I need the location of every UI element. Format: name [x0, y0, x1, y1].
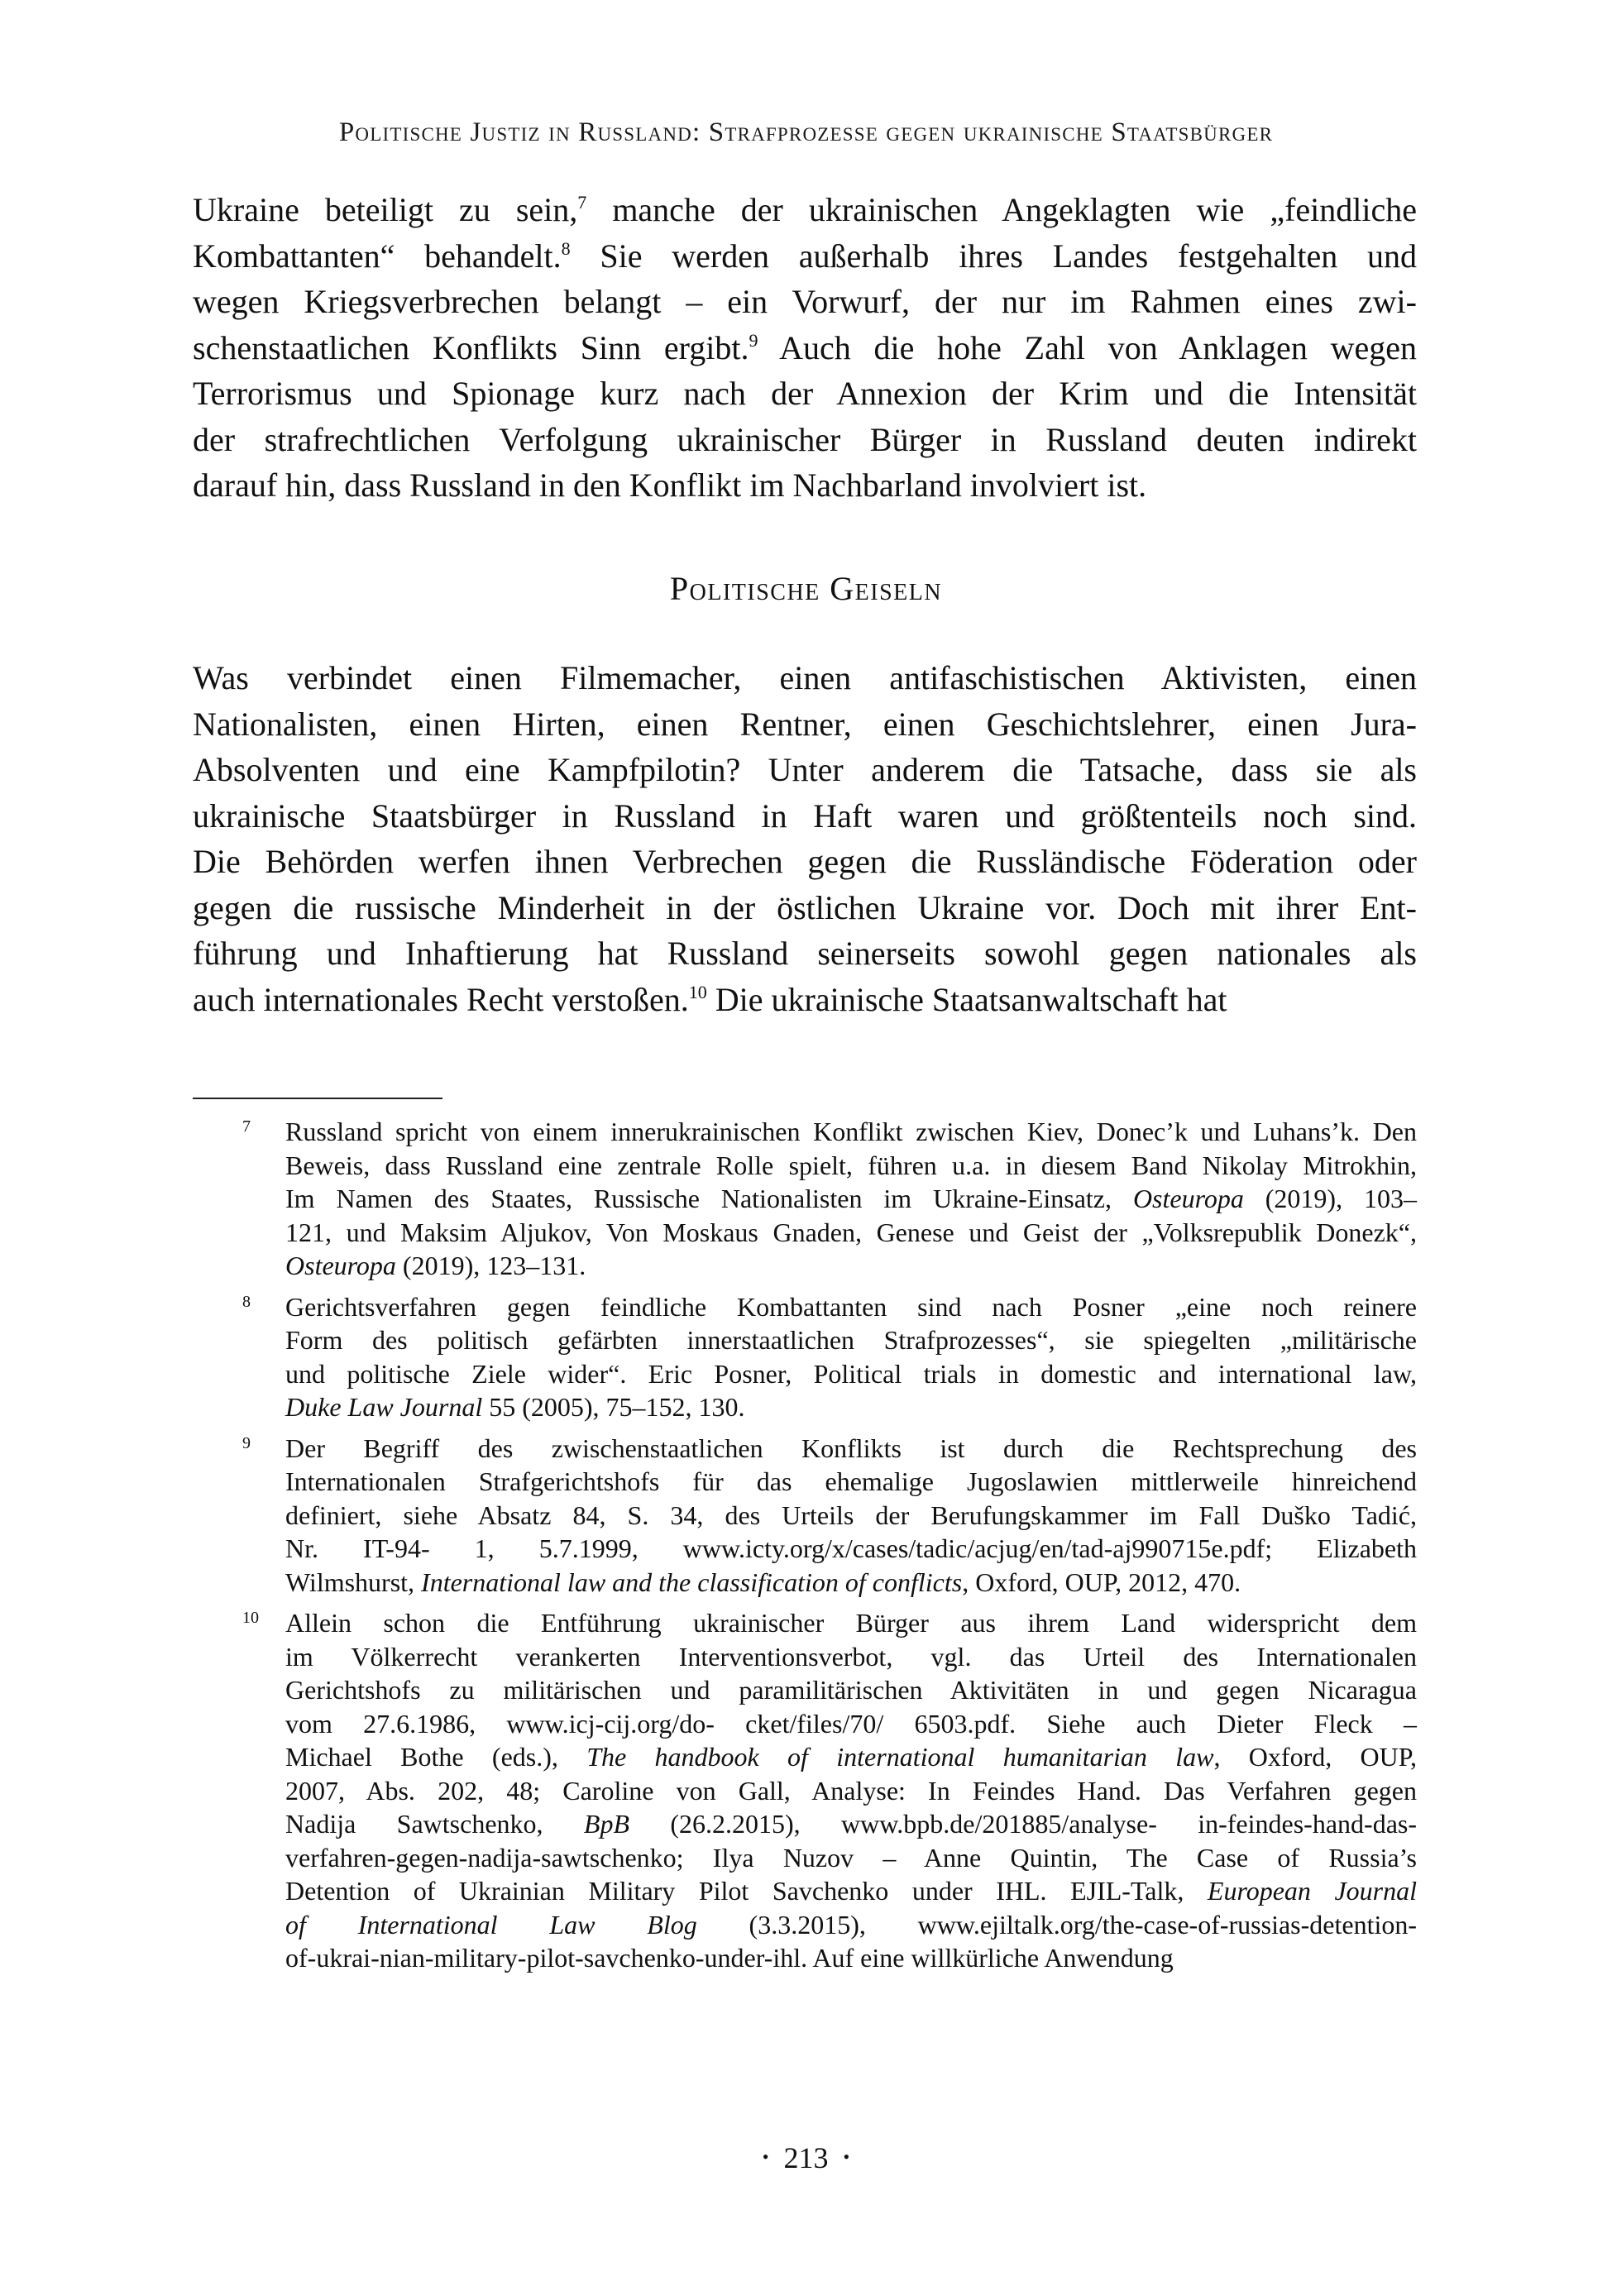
text-run: Wilmshurst, — [285, 1567, 422, 1597]
section-heading: Politische Geiseln — [669, 570, 943, 607]
footnote-line — [285, 1323, 1417, 1357]
footnotes-section — [193, 1115, 1417, 1983]
italic-title: of International Law Blog — [285, 1909, 697, 1940]
footnote-number: 7 — [242, 1117, 251, 1136]
text-run: Detention of Ukrainian Military Pilot Savchenko under IHL. EJIL-Talk, — [285, 1876, 1208, 1906]
italic-title: Osteuropa — [285, 1251, 396, 1280]
footnote-line — [285, 1216, 1417, 1250]
text-run: Nationalisten, einen Hirten, einen Rentner, einen Geschichtslehrer, einen Jura- — [193, 705, 1417, 743]
text-run: Internationalen Strafgerichtshofs für das ehemalige Jugoslawien mittlerweile hinreichend — [285, 1466, 1417, 1496]
footnote-reference-7[interactable]: 7 — [577, 192, 587, 213]
text-line — [193, 655, 1417, 701]
footnote-line — [285, 1606, 1417, 1640]
italic-title: European Journal — [1207, 1876, 1418, 1906]
footnote-reference-8[interactable]: 8 — [561, 237, 571, 259]
text-run: Ukraine beteiligt zu sein, — [193, 191, 578, 228]
text-run: Allein schon die Entführung ukrainischer Bürger aus ihrem Land widerspricht dem — [285, 1608, 1417, 1638]
text-run: gegen die russische Minderheit in der östlichen Ukraine vor. Doch mit ihrer Ent- — [193, 888, 1417, 926]
running-head: Politische Justiz in Russland: Strafprozesse gegen ukrainische Staatsbürger — [338, 117, 1274, 147]
text-line — [193, 187, 1417, 233]
ornament-dot-right: • — [843, 2146, 850, 2167]
footnote-line — [285, 1740, 1417, 1774]
footnote-line — [285, 1807, 1417, 1841]
text-run: und politische Ziele wider“. Eric Posner, Political trials in domestic and international law, — [285, 1358, 1417, 1389]
text-run: Absolventen und eine Kampfpilotin? Unter anderem die Tatsache, dass sie als — [193, 751, 1417, 788]
footnote-line — [285, 1841, 1417, 1875]
page-number: 213 — [783, 2141, 829, 2174]
text-run: , Oxford, OUP, 2012, 470. — [962, 1567, 1241, 1597]
text-run: Nadija Sawtschenko, — [285, 1809, 584, 1839]
text-line — [193, 279, 1417, 325]
text-line — [193, 371, 1417, 417]
footnote-line — [285, 1249, 1417, 1283]
text-line — [193, 417, 1417, 463]
body-paragraph-2 — [193, 655, 1417, 1022]
footnote-line — [285, 1941, 1417, 1975]
text-run: wegen Kriegsverbrechen belangt – ein Vorwurf, der nur im Rahmen eines zwi- — [193, 283, 1417, 320]
text-run: (3.3.2015), www.ejiltalk.org/the-case-of-russias-detention- — [696, 1909, 1417, 1940]
footnote-reference-10[interactable]: 10 — [688, 981, 707, 1002]
footnote-line — [285, 1673, 1417, 1707]
text-run: der strafrechtlichen Verfolgung ukrainischer Bürger in Russland deuten indirekt — [193, 420, 1417, 458]
footnote-line — [285, 1357, 1417, 1391]
text-run: Russland spricht von einem innerukrainischen Konflikt zwischen Kiev, Donec’k und Luhans’k. Den — [285, 1117, 1417, 1146]
text-run: Was verbindet einen Filmemacher, einen antifaschistischen Aktivisten, einen — [193, 659, 1417, 696]
footnote-line — [285, 1182, 1417, 1216]
text-run: Die Behörden werfen ihnen Verbrechen gegen die Russländische Föderation oder — [193, 843, 1417, 880]
footnote-line — [285, 1432, 1417, 1466]
footnote-7 — [193, 1115, 1417, 1283]
text-run: Terrorismus und Spionage kurz nach der Annexion der Krim und die Intensität — [193, 375, 1417, 412]
text-run: vom 27.6.1986, www.icj-cij.org/do- cket/files/70/ 6503.pdf. Siehe auch Dieter Fleck – — [285, 1708, 1417, 1739]
text-run: Gerichtsverfahren gegen feindliche Kombattanten sind nach Posner „eine noch reinere — [285, 1291, 1417, 1322]
text-run: ukrainische Staatsbürger in Russland in Haft waren und größtenteils noch sind. — [193, 796, 1417, 835]
footnote-line — [285, 1499, 1417, 1533]
footnote-separator-rule — [193, 1098, 442, 1099]
text-line — [193, 885, 1417, 931]
ornament-dot-left: • — [762, 2146, 769, 2167]
footnote-line — [285, 1149, 1417, 1183]
text-run: 121, und Maksim Aljukov, Von Moskaus Gnaden, Genese und Geist der „Volksrepublik Donezk“, — [285, 1217, 1417, 1247]
italic-title: Duke Law Journal — [285, 1392, 483, 1422]
text-run: 55 (2005), 75–152, 130. — [482, 1392, 745, 1422]
text-line — [193, 747, 1417, 793]
text-run: (2019), 103– — [1243, 1184, 1418, 1213]
footnote-line — [285, 1290, 1417, 1324]
footnote-line — [285, 1908, 1417, 1942]
text-run: Auch die hohe Zahl von Anklagen wegen — [758, 328, 1417, 366]
text-run: Im Namen des Staates, Russische Nationalisten im Ukraine-Einsatz, — [285, 1184, 1133, 1213]
italic-title: International law and the classification of conflicts — [421, 1567, 963, 1597]
footnote-line — [285, 1874, 1417, 1908]
footnote-line — [285, 1640, 1417, 1674]
text-run: Die ukrainische Staatsanwaltschaft hat — [706, 980, 1227, 1018]
footnote-reference-9[interactable]: 9 — [749, 329, 758, 351]
text-line — [193, 701, 1417, 748]
page-number-footer — [0, 2141, 1612, 2175]
text-run: Gerichtshofs zu militärischen und paramilitärischen Aktivitäten in und gegen Nicaragua — [285, 1675, 1417, 1705]
text-run: manche der ukrainischen Angeklagten wie „feindliche — [586, 191, 1418, 228]
italic-title: The handbook of international humanitarian law — [586, 1742, 1214, 1772]
text-line — [193, 839, 1417, 885]
text-run: (2019), 123–131. — [395, 1251, 586, 1280]
text-line — [193, 793, 1417, 839]
text-run: Sie werden außerhalb ihres Landes festgehalten und — [570, 237, 1417, 275]
text-run: Kombattanten“ behandelt. — [193, 237, 562, 275]
footnote-10 — [193, 1606, 1417, 1975]
text-line — [193, 977, 1417, 1023]
italic-title: Osteuropa — [1132, 1184, 1244, 1213]
text-run: of-ukrai-nian-military-pilot-savchenko-under-ihl. Auf eine willkürliche Anwendung — [285, 1943, 1174, 1973]
footnote-number: 9 — [242, 1433, 251, 1452]
footnote-line — [285, 1532, 1417, 1566]
text-line — [193, 325, 1417, 371]
text-run: darauf hin, dass Russland in den Konflikt im Nachbarland involviert ist. — [193, 466, 1147, 504]
text-run: auch internationales Recht verstoßen. — [193, 980, 689, 1018]
footnote-9 — [193, 1432, 1417, 1600]
footnote-number: 8 — [242, 1292, 251, 1311]
footnote-line — [285, 1707, 1417, 1741]
footnote-line — [285, 1774, 1417, 1808]
italic-title: BpB — [583, 1809, 629, 1839]
text-run: führung und Inhaftierung hat Russland seinerseits sowohl gegen nationales als — [193, 935, 1417, 972]
footnote-number: 10 — [242, 1609, 259, 1627]
text-line — [193, 233, 1417, 280]
text-run: definiert, siehe Absatz 84, S. 34, des Urteils der Berufungskammer im Fall Duško Tadić, — [285, 1500, 1417, 1530]
text-line — [193, 462, 1417, 509]
text-run: Beweis, dass Russland eine zentrale Rolle spielt, führen u.a. in diesem Band Nikolay Mitrokhin, — [285, 1150, 1417, 1180]
footnote-line — [285, 1566, 1417, 1600]
footnote-line — [285, 1390, 1417, 1424]
text-run: Der Begriff des zwischenstaatlichen Konflikts ist durch die Rechtsprechung des — [285, 1433, 1417, 1463]
text-line — [193, 930, 1417, 977]
text-run: 2007, Abs. 202, 48; Caroline von Gall, Analyse: In Feindes Hand. Das Verfahren gegen — [285, 1775, 1417, 1806]
text-run: Nr. IT-94- 1, 5.7.1999, www.icty.org/x/cases/tadic/acjug/en/tad-aj990715e.pdf; Elizabeth — [285, 1533, 1417, 1563]
text-run: Form des politisch gefärbten innerstaatlichen Strafprozesses“, sie spiegelten „militärische — [285, 1325, 1417, 1355]
footnote-line — [285, 1465, 1417, 1499]
text-run: schenstaatlichen Konflikts Sinn ergibt. — [193, 328, 749, 366]
footnote-8 — [193, 1290, 1417, 1424]
text-run: im Völkerrecht verankerten Interventionsverbot, vgl. das Urteil des Internationalen — [285, 1641, 1417, 1672]
body-paragraph-1 — [193, 187, 1417, 509]
text-run: Michael Bothe (eds.), — [285, 1742, 587, 1772]
text-run: (26.2.2015), www.bpb.de/201885/analyse- in-feindes-hand-das- — [629, 1809, 1418, 1839]
text-run: , Oxford, OUP, — [1213, 1742, 1418, 1772]
text-run: verfahren-gegen-nadija-sawtschenko; Ilya Nuzov – Anne Quintin, The Case of Russia’s — [285, 1842, 1417, 1873]
footnote-line — [285, 1115, 1417, 1149]
